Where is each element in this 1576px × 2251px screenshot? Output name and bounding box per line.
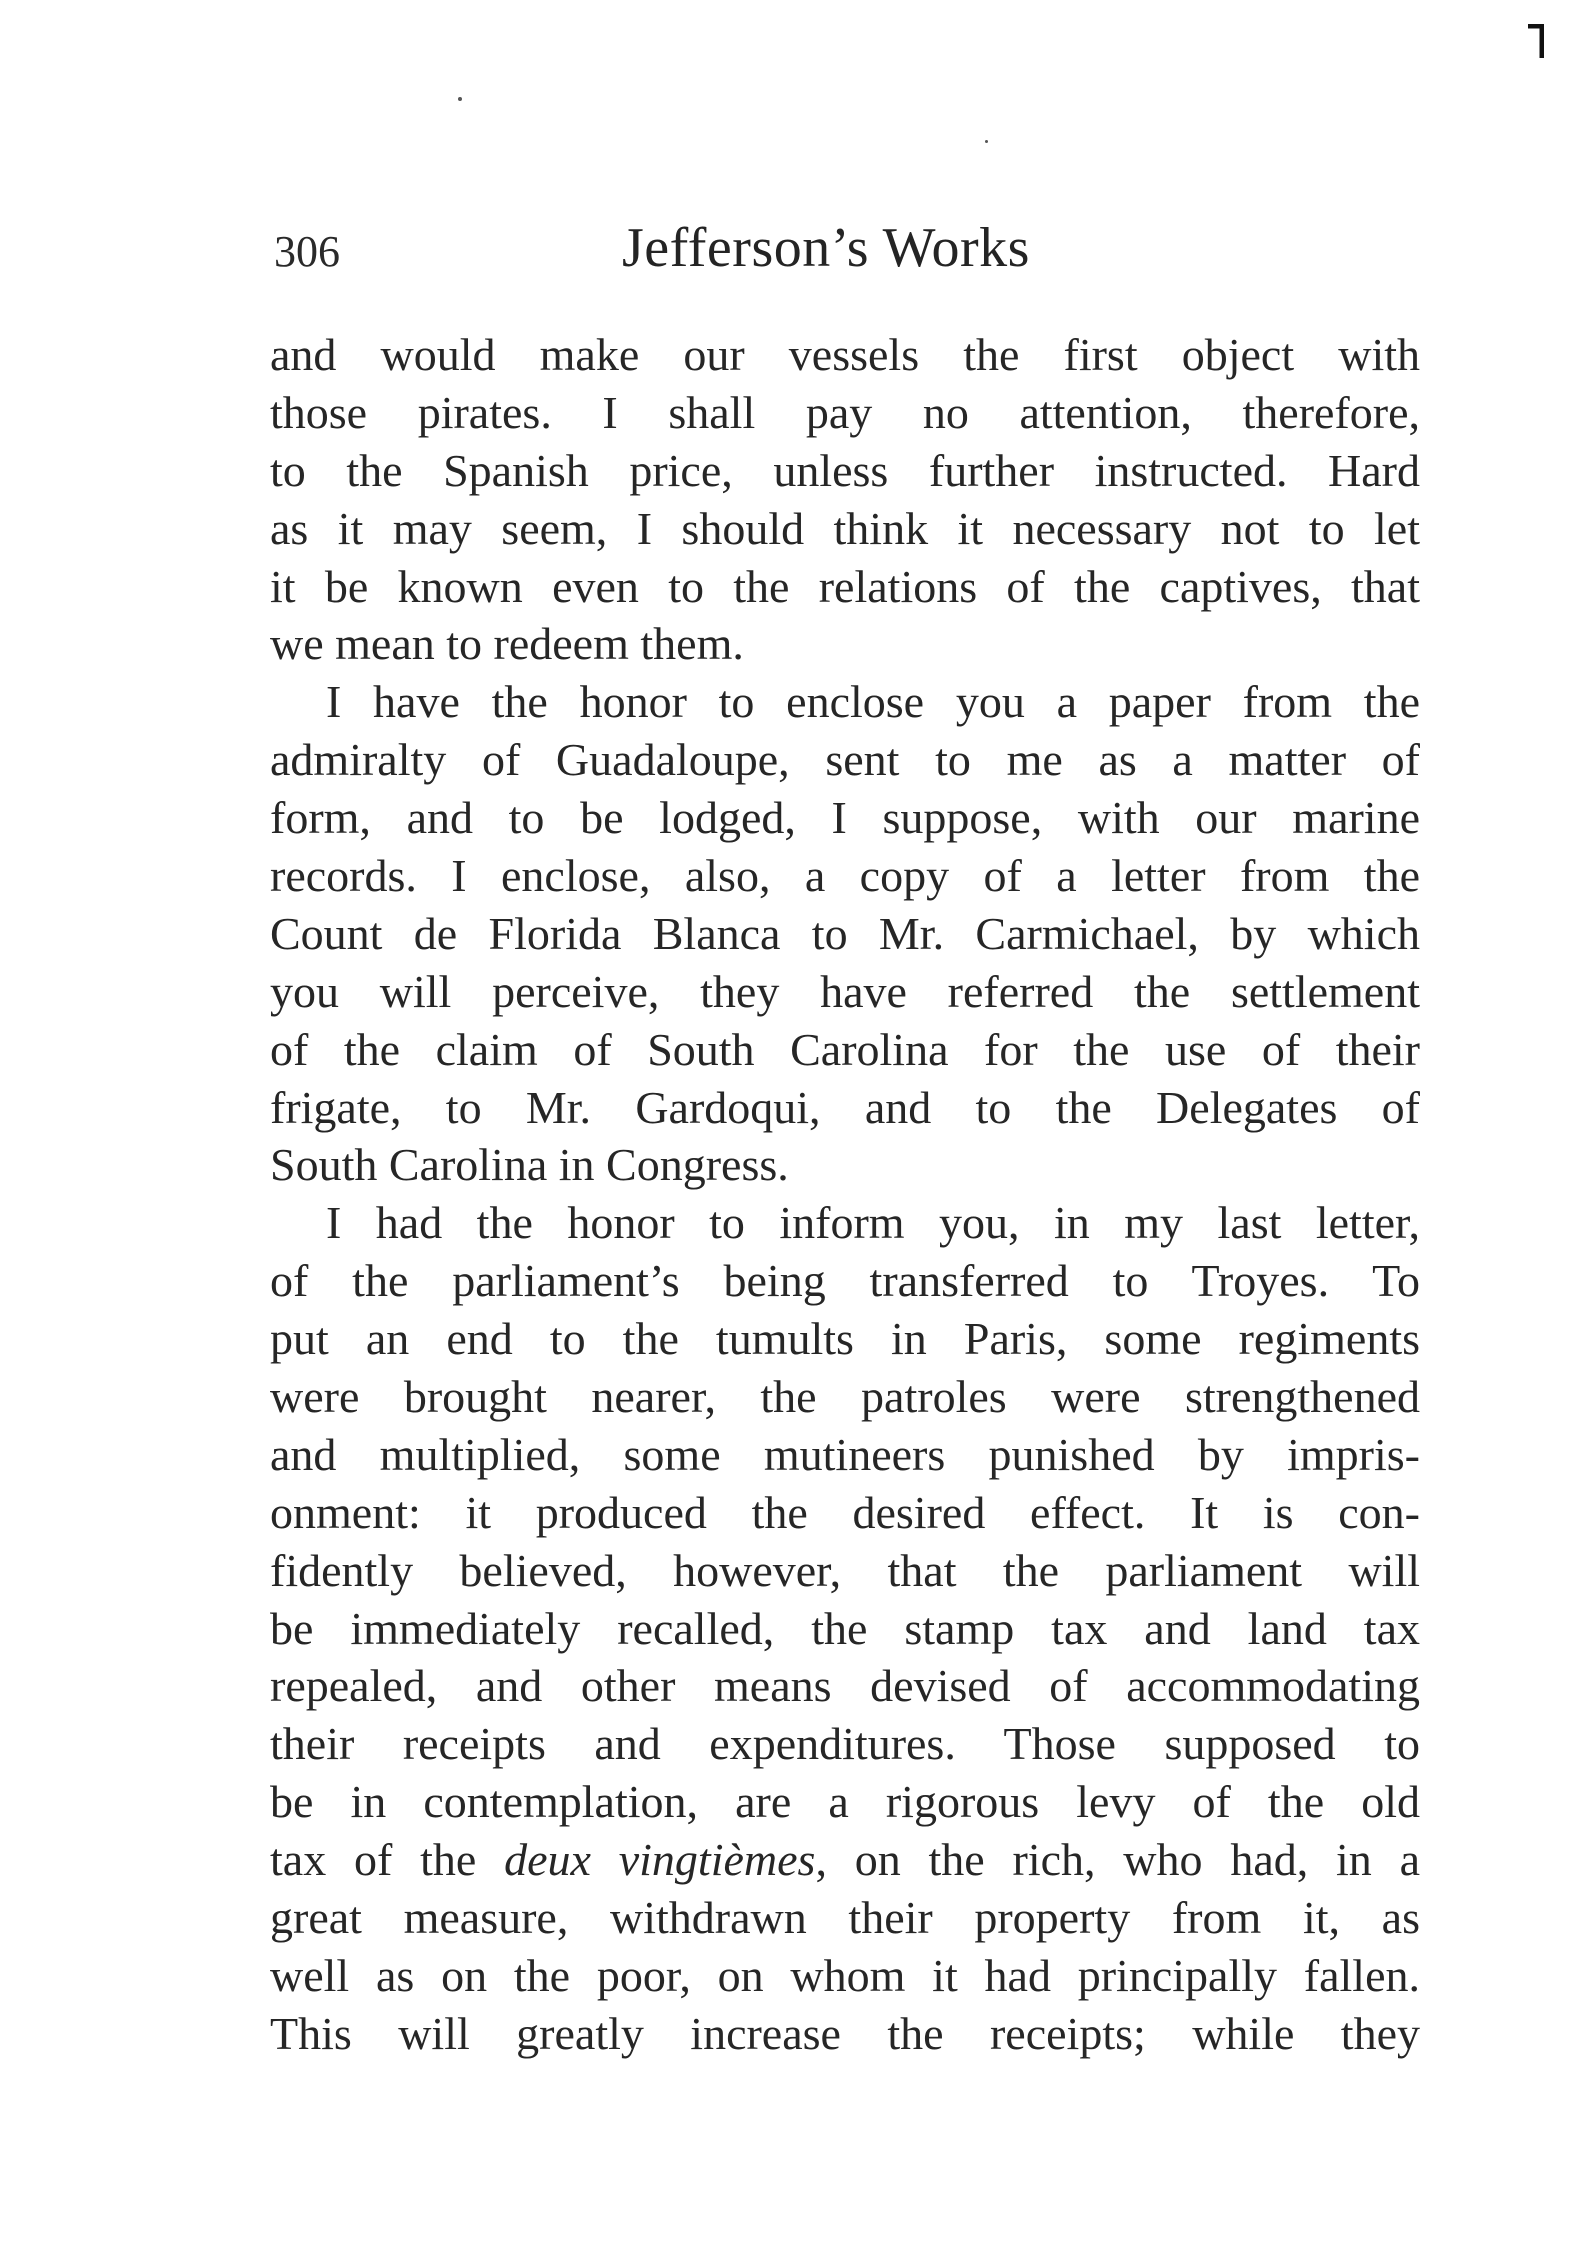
- text-line: repealed, and other means devised of accommodating: [270, 1660, 1420, 1712]
- text-line: and would make our vessels the first object with: [270, 329, 1420, 380]
- text-line: it be known even to the relations of the captives, that: [270, 560, 1420, 612]
- text-line: of the claim of South Carolina for the use of their: [270, 1023, 1420, 1075]
- paragraph-first-line: I had the honor to inform you, in my last letter,: [326, 1197, 1420, 1249]
- text-segment: tax of the: [270, 1834, 505, 1886]
- italic-phrase: deux vingtièmes: [504, 1834, 816, 1886]
- ink-speck: [985, 140, 988, 143]
- text-line: records. I enclose, also, a copy of a letter from the: [270, 850, 1420, 902]
- text-line: you will perceive, they have referred the settlement: [270, 965, 1420, 1017]
- text-line: put an end to the tumults in Paris, some regiments: [270, 1313, 1420, 1365]
- text-line-with-italic: [270, 1831, 1420, 1889]
- text-line: those pirates. I shall pay no attention, therefore,: [270, 386, 1420, 438]
- running-title: Jefferson’s Works: [622, 217, 1030, 279]
- text-line: form, and to be lodged, I suppose, with our marine: [270, 792, 1420, 844]
- page-number: 306: [274, 227, 340, 276]
- text-line: we mean to redeem them.: [270, 618, 744, 670]
- text-line: great measure, withdrawn their property from it, as: [270, 1892, 1420, 1944]
- page-header: [274, 208, 1420, 288]
- text-line: of the parliament’s being transferred to Troyes. To: [270, 1255, 1420, 1307]
- text-line: and multiplied, some mutineers punished by impris-: [270, 1428, 1420, 1480]
- text-line: as it may seem, I should think it necessary not to let: [270, 502, 1420, 554]
- paragraph-first-line: I have the honor to enclose you a paper from the: [326, 676, 1420, 728]
- text-line: their receipts and expenditures. Those supposed to: [270, 1718, 1420, 1770]
- text-line: be immediately recalled, the stamp tax and land tax: [270, 1602, 1420, 1654]
- text-line: This will greatly increase the receipts; while they: [270, 2007, 1420, 2059]
- text-line: Count de Florida Blanca to Mr. Carmichael, by which: [270, 907, 1420, 959]
- ink-speck: [458, 97, 462, 101]
- body-text: [270, 326, 1420, 2063]
- text-line: admiralty of Guadaloupe, sent to me as a matter of: [270, 734, 1420, 786]
- text-line: fidently believed, however, that the parliament will: [270, 1544, 1420, 1596]
- text-line: be in contemplation, are a rigorous levy of the old: [270, 1776, 1420, 1828]
- corner-mark-icon: [1528, 24, 1544, 60]
- text-segment: , on the rich, who had, in a: [815, 1834, 1421, 1886]
- text-line: onment: it produced the desired effect. It is con-: [270, 1486, 1420, 1538]
- text-line: South Carolina in Congress.: [270, 1139, 789, 1191]
- text-line: to the Spanish price, unless further instructed. Hard: [270, 444, 1420, 496]
- text-line: well as on the poor, on whom it had principally fallen.: [270, 1949, 1420, 2001]
- text-line: frigate, to Mr. Gardoqui, and to the Delegates of: [270, 1081, 1420, 1133]
- text-line: were brought nearer, the patroles were strengthened: [270, 1371, 1420, 1423]
